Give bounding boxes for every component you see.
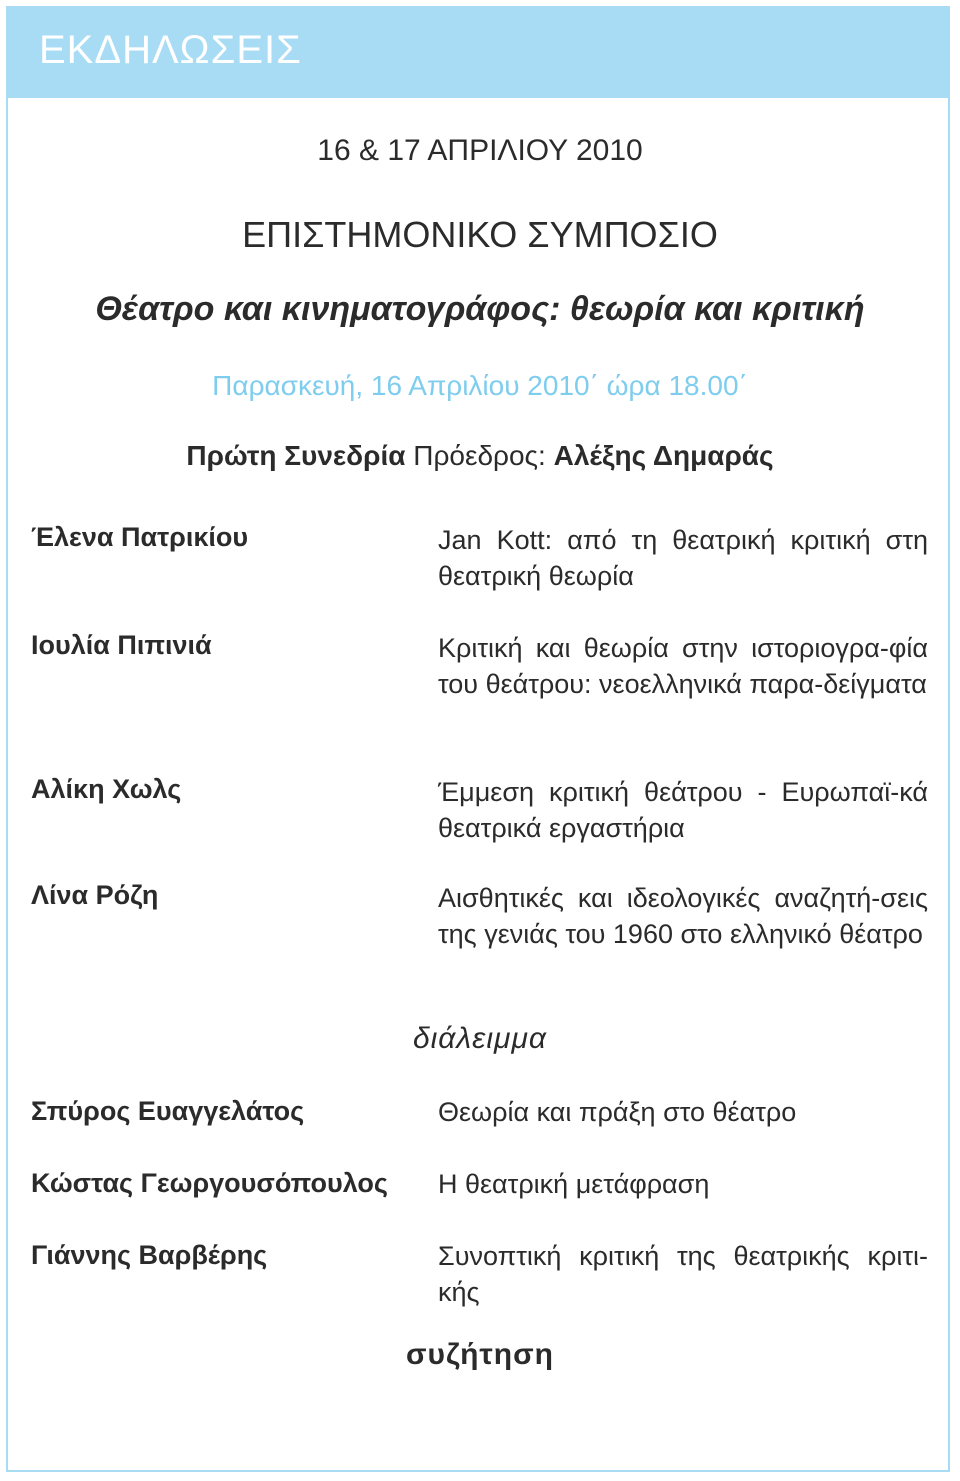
event-type: ΕΠΙΣΤΗΜΟΝΙΚΟ ΣΥΜΠΟΣΙΟ: [242, 214, 718, 255]
talk-title: Κριτική και θεωρία στην ιστοριογρα-φία του θεάτρου: νεοελληνικά παρα-δείγματα: [438, 633, 928, 699]
session-info: [0, 440, 960, 472]
session-name: Πρώτη Συνεδρία: [186, 440, 406, 471]
event-date: 16 & 17 ΑΠΡΙΛΙΟΥ 2010: [317, 134, 643, 167]
event-title: Θέατρο και κινηματογράφος: θεωρία και κριτική: [95, 290, 865, 328]
talk-title: Αισθητικές και ιδεολογικές αναζητή-σεις της γενιάς του 1960 στο ελληνικό θέατρο: [438, 883, 928, 949]
section-title: ΕΚΔΗΛΩΣΕΙΣ: [39, 28, 302, 72]
speaker-name: Γιάννης Βαρβέρης: [31, 1240, 268, 1270]
talk-title: Έμμεση κριτική θεάτρου - Ευρωπαϊ-κά θεατρικά εργαστήρια: [438, 777, 928, 843]
talk-title: Η θεατρική μετάφραση: [438, 1169, 710, 1199]
break-label: διάλειμμα: [412, 1022, 548, 1055]
speaker-name: Αλίκη Χωλς: [31, 774, 182, 804]
speaker-name: Σπύρος Ευαγγελάτος: [31, 1096, 305, 1126]
speaker-name: Λίνα Ρόζη: [31, 880, 159, 910]
talk-title: Jan Kott: από τη θεατρική κριτική στη θεατρική θεωρία: [438, 525, 928, 591]
chair-label: Πρόεδρος:: [413, 440, 546, 471]
speaker-name: Έλενα Πατρικίου: [31, 522, 249, 552]
talk-title: Θεωρία και πράξη στο θέατρο: [438, 1097, 797, 1127]
chair-name: Αλέξης Δημαράς: [553, 440, 774, 471]
session-datetime: Παρασκευή, 16 Απριλίου 2010΄ ώρα 18.00΄: [212, 370, 748, 401]
talk-title: Συνοπτική κριτική της θεατρικής κριτι-κής: [438, 1241, 928, 1307]
speaker-name: Ιουλία Πιπινιά: [31, 630, 212, 660]
discussion-label: συζήτηση: [406, 1338, 554, 1371]
speaker-name: Κώστας Γεωργουσόπουλος: [31, 1168, 388, 1198]
